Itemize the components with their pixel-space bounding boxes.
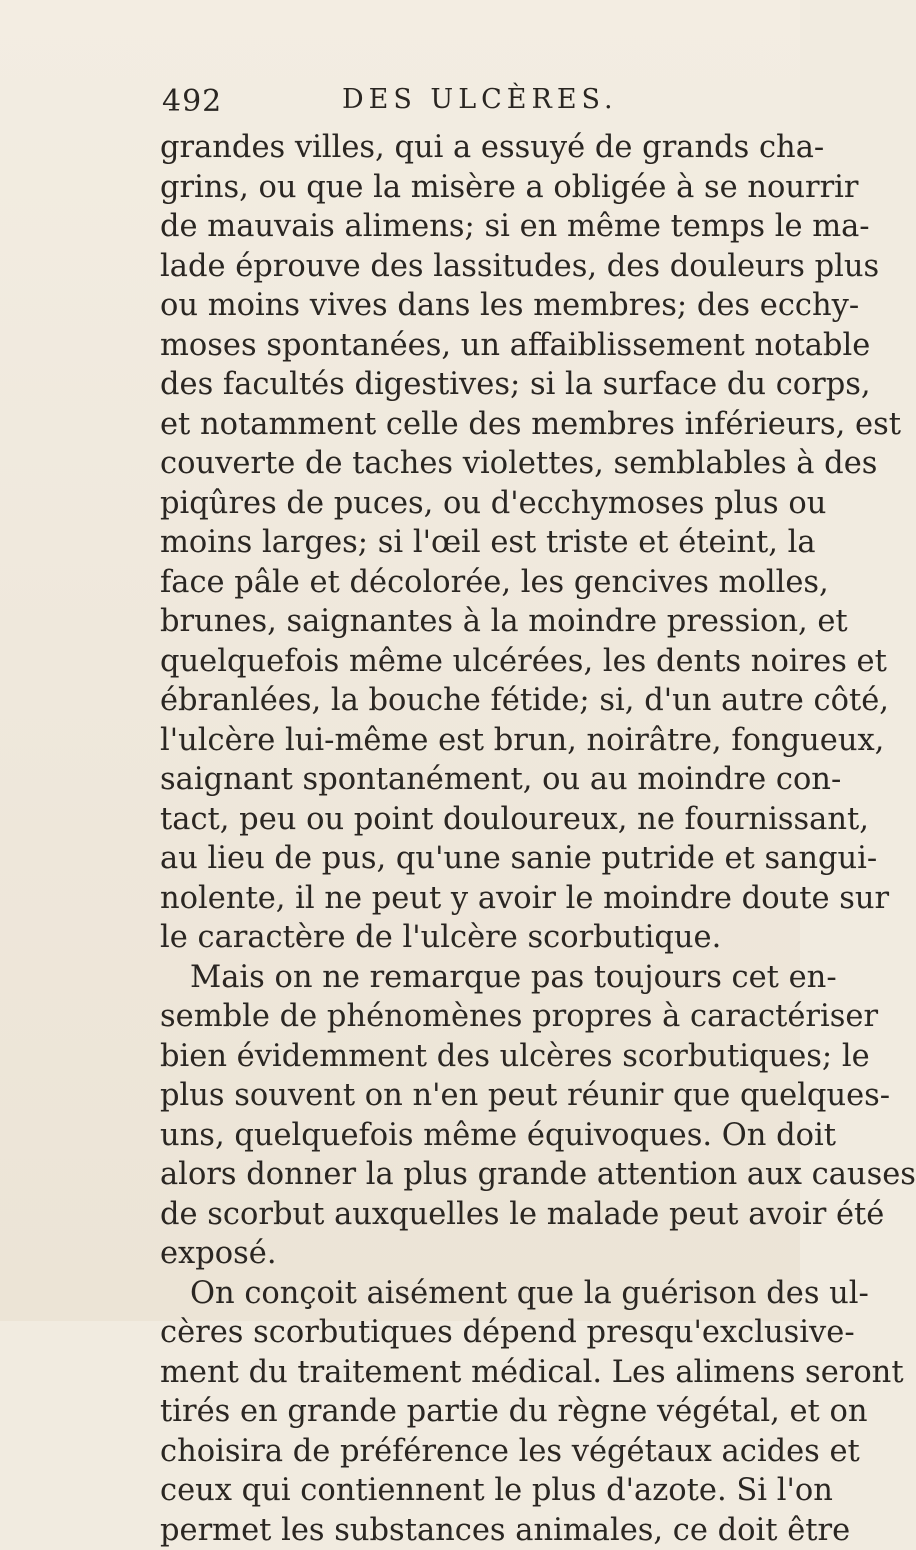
text-line: tact, peu ou point douloureux, ne fournissant,: [160, 800, 770, 840]
text-line: face pâle et décolorée, les gencives molles,: [160, 563, 770, 603]
text-line: ou moins vives dans les membres; des ecchy-: [160, 286, 770, 326]
paragraph-start-line: On conçoit aisément que la guérison des ul-: [160, 1274, 770, 1314]
text-line: de mauvais alimens; si en même temps le ma-: [160, 207, 770, 247]
text-line: uns, quelquefois même équivoques. On doit: [160, 1116, 770, 1156]
paragraph-end-line: le caractère de l'ulcère scorbutique.: [160, 918, 770, 958]
text-line: tirés en grande partie du règne végétal, et on: [160, 1392, 770, 1432]
text-line: ceux qui contiennent le plus d'azote. Si l'on: [160, 1471, 770, 1511]
body-text: [160, 128, 770, 1550]
text-line: saignant spontanément, ou au moindre con-: [160, 760, 770, 800]
text-line: alors donner la plus grande attention aux causes: [160, 1155, 770, 1195]
text-line: ment du traitement médical. Les alimens seront: [160, 1353, 770, 1393]
text-line: plus souvent on n'en peut réunir que quelques-: [160, 1076, 770, 1116]
text-line: de scorbut auxquelles le malade peut avoir été: [160, 1195, 770, 1235]
page-header: [162, 78, 762, 124]
text-line: des facultés digestives; si la surface du corps,: [160, 365, 770, 405]
text-line: moses spontanées, un affaiblissement notable: [160, 326, 770, 366]
text-line: cères scorbutiques dépend presqu'exclusive-: [160, 1313, 770, 1353]
text-line: bien évidemment des ulcères scorbutiques; le: [160, 1037, 770, 1077]
text-line: choisira de préférence les végétaux acides et: [160, 1432, 770, 1472]
text-line: couverte de taches violettes, semblables à des: [160, 444, 770, 484]
text-line: grandes villes, qui a essuyé de grands cha-: [160, 128, 770, 168]
text-line: brunes, saignantes à la moindre pression, et: [160, 602, 770, 642]
text-line: quelquefois même ulcérées, les dents noires et: [160, 642, 770, 682]
text-line: ébranlées, la bouche fétide; si, d'un autre côté,: [160, 681, 770, 721]
text-line: piqûres de puces, ou d'ecchymoses plus ou: [160, 484, 770, 524]
text-line: semble de phénomènes propres à caractériser: [160, 997, 770, 1037]
running-head: DES ULCÈRES.: [342, 84, 618, 115]
text-line: permet les substances animales, ce doit être: [160, 1511, 770, 1550]
page-number: 492: [162, 84, 222, 119]
text-line: et notamment celle des membres inférieurs, est: [160, 405, 770, 445]
text-line: lade éprouve des lassitudes, des douleurs plus: [160, 247, 770, 287]
paragraph-start-line: Mais on ne remarque pas toujours cet en-: [160, 958, 770, 998]
text-line: au lieu de pus, qu'une sanie putride et sangui-: [160, 839, 770, 879]
text-line: moins larges; si l'œil est triste et éteint, la: [160, 523, 770, 563]
text-line: l'ulcère lui-même est brun, noirâtre, fongueux,: [160, 721, 770, 761]
paragraph-end-line: exposé.: [160, 1234, 770, 1274]
text-line: nolente, il ne peut y avoir le moindre doute sur: [160, 879, 770, 919]
text-line: grins, ou que la misère a obligée à se nourrir: [160, 168, 770, 208]
